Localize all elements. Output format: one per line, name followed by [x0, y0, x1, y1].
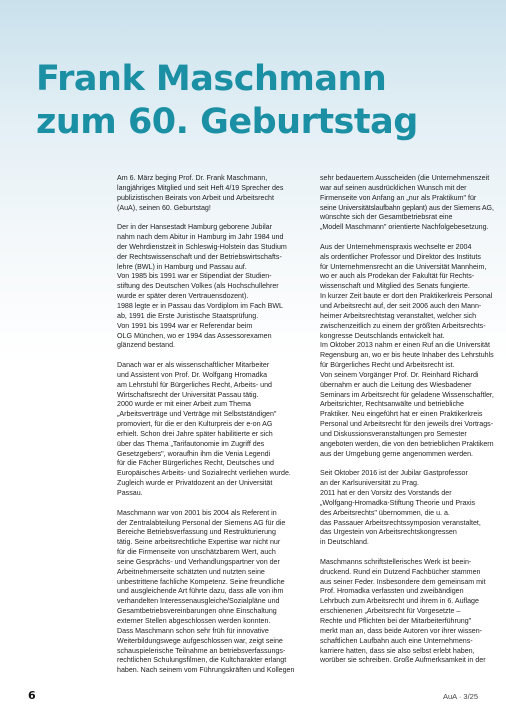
- text-line: wünschte sich der Gesamtbetriebsrat eine: [320, 213, 453, 222]
- text-line: promoviert, für die er den Kulturpreis der e-on AG: [117, 420, 273, 429]
- text-line: Dass Maschmann schon sehr früh für innovative: [117, 626, 269, 635]
- text-line: und Arbeitsrecht auf, der seit 2006 auch den Mann-: [320, 301, 482, 310]
- text-line: 2011 hat er den Vorsitz des Vorstands der: [320, 489, 452, 497]
- text-line: Maschmanns schriftstellerisches Werk ist beein-: [320, 557, 472, 566]
- text-line: Gesetzgebers", woraufhin ihm die Venia Legendi: [117, 449, 271, 458]
- text-line: Seit Oktober 2016 ist der Jubilar Gastprofessor: [320, 469, 468, 478]
- text-line: stiftung des Deutschen Volkes (als Hochschullehrer: [117, 282, 279, 291]
- text-line: glänzend bestand.: [117, 341, 175, 350]
- title-line-2: zum 60. Geburtstag: [36, 102, 418, 142]
- text-line: Rechte und Pflichten bei der Mitarbeiterführung": [320, 616, 472, 625]
- text-line: heimer Arbeitsrechtstag veranstaltet, welcher sich: [320, 311, 477, 320]
- text-line: aus der Umgebung gerne angenommen werden.: [320, 449, 474, 458]
- text-line: Weiterbildungswege aufgeschlossen war, zeigt seine: [117, 636, 283, 645]
- text-line: am Lehrstuhl für Bürgerliches Recht, Arbeits- und: [117, 380, 272, 389]
- text-line: wurde er später deren Vertrauensdozent).: [117, 292, 249, 301]
- paragraph: [117, 174, 303, 213]
- paragraph-gap: [320, 548, 494, 558]
- paragraph-gap: [117, 351, 303, 361]
- text-line: der Rechtswissenschaft und der Betriebswirtschafts-: [117, 252, 282, 261]
- text-line: „Wolfgang-Hromadka-Stiftung Theorie und Praxis: [320, 498, 476, 507]
- text-line: war auf seinen ausdrücklichen Wunsch mit der: [320, 183, 467, 192]
- text-line: Danach war er als wissenschaftlicher Mitarbeiter: [117, 361, 270, 370]
- text-line: rechtlichen Schulungsfilmen, die Kultcharakter erlangt: [117, 656, 287, 665]
- text-line: 1988 legte er in Passau das Vordiplom im Fach BWL: [117, 301, 283, 310]
- text-line: wo er auch als Prodekan der Fakultät für Rechts-: [320, 272, 475, 281]
- text-line: Lehrbuch zum Arbeitsrecht und ihrem in 6. Auflage: [320, 597, 479, 606]
- text-line: und Diskussionsveranstaltungen pro Semester: [320, 429, 467, 438]
- text-line: und ausgleichende Art führte dazu, dass alle von ihm: [117, 587, 284, 596]
- text-line: Arbeitsrichter, Rechtsanwälte und betriebliche: [320, 400, 464, 409]
- text-line: publizistischen Beirats von Arbeit und Arbeitsrecht: [117, 193, 274, 202]
- text-line: haben. Nach seinem vom Führungskräften und Kollegen: [117, 666, 295, 675]
- text-line: OLG München, wo er 1994 das Assessorexamen: [117, 331, 272, 340]
- text-line: das Passauer Arbeitsrechtssymposion veranstaltet,: [320, 518, 481, 527]
- text-line: Zugleich wurde er Privatdozent an der Universität: [117, 479, 273, 488]
- text-line: wissenschaft und Mitglied des Senats fungierte.: [320, 282, 470, 291]
- text-line: externer Stellen abgeschlossen werden konnten.: [117, 616, 271, 625]
- issue-label: AuA · 3/25: [442, 692, 478, 701]
- text-line: Bereiche Betriebsverfassung und Restrukturierung: [117, 528, 276, 537]
- text-line: seine Gesprächs- und Verhandlungspartner von der: [117, 557, 280, 566]
- text-line: Praktiker. Neu eingeführt hat er einen Praktikerkreis: [320, 410, 483, 419]
- right-column: [320, 174, 494, 666]
- text-line: für Bürgerliches Recht und Arbeitsrecht ist.: [320, 361, 455, 370]
- text-line: karriere hatten, dass sie also selbst erlebt haben,: [320, 646, 475, 655]
- text-line: nahm nach dem Abitur in Hamburg im Jahr 1984 und: [117, 233, 284, 242]
- text-line: Im Oktober 2013 nahm er einen Ruf an die Universität: [320, 341, 490, 350]
- text-line: „Modell Maschmann" orientierte Nachfolgebesetzung.: [320, 223, 489, 232]
- text-line: und Assistent von Prof. Dr. Wolfgang Hromadka: [117, 370, 268, 379]
- text-line: (AuA), seinen 60. Geburtstag!: [117, 203, 211, 212]
- text-line: druckend. Rund ein Dutzend Fachbücher stammen: [320, 567, 481, 576]
- paragraph: [117, 509, 303, 676]
- text-line: übernahm er auch die Leitung des Wiesbadener: [320, 380, 472, 389]
- text-line: tätig. Seine arbeitsrechtliche Expertise war nicht nur: [117, 538, 281, 547]
- text-line: das Urgestein von Arbeitsrechtskongressen: [320, 528, 457, 537]
- text-line: angeboten werden, die von den betrieblichen Praktikern: [320, 439, 494, 448]
- text-line: Seminars im Arbeitsrecht für geladene Wissenschaftler,: [320, 390, 494, 399]
- text-line: unbestrittene fachliche Kompetenz. Seine freundliche: [117, 577, 285, 586]
- text-line: Europäisches Arbeits- und Sozialrecht verliehen wurde.: [117, 469, 291, 478]
- paragraph-gap: [117, 213, 303, 223]
- text-line: Aus der Unternehmenspraxis wechselte er 2004: [320, 242, 472, 251]
- paragraph: [320, 558, 494, 666]
- left-column: [117, 174, 303, 676]
- text-line: 2000 wurde er mit einer Arbeit zum Thema: [117, 400, 251, 409]
- text-line: erschienenen „Arbeitsrecht für Vorgesetzte –: [320, 607, 461, 616]
- text-line: Von 1991 bis 1994 war er Referendar beim: [117, 321, 253, 330]
- paragraph-gap: [320, 459, 494, 469]
- title-line-1: Frank Maschmann: [36, 59, 387, 99]
- text-line: Prof. Hromadka verfassten und zweibändigen: [320, 587, 464, 596]
- text-line: lehre (BWL) in Hamburg und Passau auf.: [117, 262, 247, 271]
- text-line: zwischenzeitlich zu einem der größten Arbeitsrechts-: [320, 321, 486, 330]
- text-line: als ordentlicher Professor und Direktor des Instituts: [320, 252, 481, 261]
- text-line: merkt man an, dass beide Autoren vor ihrer wissen-: [320, 626, 483, 635]
- text-line: der Wehrdienstzeit in Schleswig-Holstein das Studium: [117, 242, 287, 251]
- text-line: des Arbeitsrechts" übernommen, die u. a.: [320, 508, 450, 517]
- text-line: Der in der Hansestadt Hamburg geborene Jubilar: [117, 223, 272, 232]
- text-line: Von seinem Vorgänger Prof. Dr. Reinhard Richardi: [320, 370, 479, 379]
- text-line: worüber sie schreiben. Große Aufmerksamkeit in der: [320, 656, 486, 665]
- text-line: seine Universitätslaufbahn geplant) aus der Siemens AG,: [320, 203, 494, 212]
- paragraph: [320, 243, 494, 460]
- text-line: ab, 1991 die Erste Juristische Staatsprüfung.: [117, 311, 259, 320]
- text-line: Passau.: [117, 489, 143, 497]
- text-line: in Deutschland.: [320, 538, 369, 547]
- paragraph: [320, 174, 494, 233]
- text-line: aus seiner Feder. Insbesondere dem gemeinsam mit: [320, 577, 486, 586]
- text-line: über das Thema „Tarifautonomie im Zugriff des: [117, 439, 265, 448]
- text-line: Gesamtbetriebsvereinbarungen ohne Einschaltung: [117, 607, 277, 616]
- text-line: verhandelten Interessenausgleiche/Sozialpläne und: [117, 597, 280, 606]
- text-line: sehr bedauertem Ausscheiden (die Unternehmenszeit: [320, 174, 490, 182]
- page-number: 6: [28, 689, 36, 702]
- text-line: Personal und Arbeitsrecht für den jeweils drei Vortrags-: [320, 420, 494, 429]
- text-line: an der Karlsuniversität zu Prag.: [320, 479, 419, 488]
- text-line: für die Fächer Bürgerliches Recht, Deutsches und: [117, 459, 274, 468]
- text-line: Maschmann war von 2001 bis 2004 als Referent in: [117, 508, 277, 517]
- paragraph-gap: [320, 233, 494, 243]
- paragraph: [117, 361, 303, 499]
- text-line: Wirtschaftsrecht der Universität Passau tätig.: [117, 390, 259, 399]
- paragraph: [117, 223, 303, 351]
- text-line: schaftlichen Laufbahn auch eine Unternehmens-: [320, 636, 473, 645]
- text-line: Firmenseite von Anfang an „nur als Praktikum" für: [320, 193, 477, 202]
- text-line: für Unternehmensrecht an die Universität Mannheim,: [320, 262, 487, 271]
- article-title: [36, 58, 418, 144]
- text-line: erhielt. Schon drei Jahre später habilitierte er sich: [117, 429, 273, 438]
- text-line: langjähriges Mitglied und seit Heft 4/19 Sprecher des: [117, 183, 284, 192]
- paragraph-gap: [117, 499, 303, 509]
- text-line: für die Firmenseite von unschätzbarem Wert, auch: [117, 548, 276, 557]
- text-line: Regensburg an, wo er bis heute Inhaber des Lehrstuhls: [320, 351, 494, 360]
- text-line: In kurzer Zeit baute er dort den Praktikerkreis Personal: [320, 292, 493, 301]
- paragraph: [320, 469, 494, 548]
- text-line: „Arbeitsverträge und Verträge mit Selbstständigen": [117, 410, 277, 419]
- text-line: Am 6. März beging Prof. Dr. Frank Maschmann,: [117, 174, 268, 182]
- text-line: Von 1985 bis 1991 war er Stipendiat der Studien-: [117, 272, 272, 281]
- text-line: der Zentralabteilung Personal der Siemens AG für die: [117, 518, 286, 527]
- text-line: schauspielerische Teilnahme an betriebsverfassungs-: [117, 646, 286, 655]
- text-line: Arbeitnehmerseite schätzten und nutzten seine: [117, 567, 265, 576]
- text-line: kongresse Deutschlands entwickelt hat.: [320, 331, 445, 340]
